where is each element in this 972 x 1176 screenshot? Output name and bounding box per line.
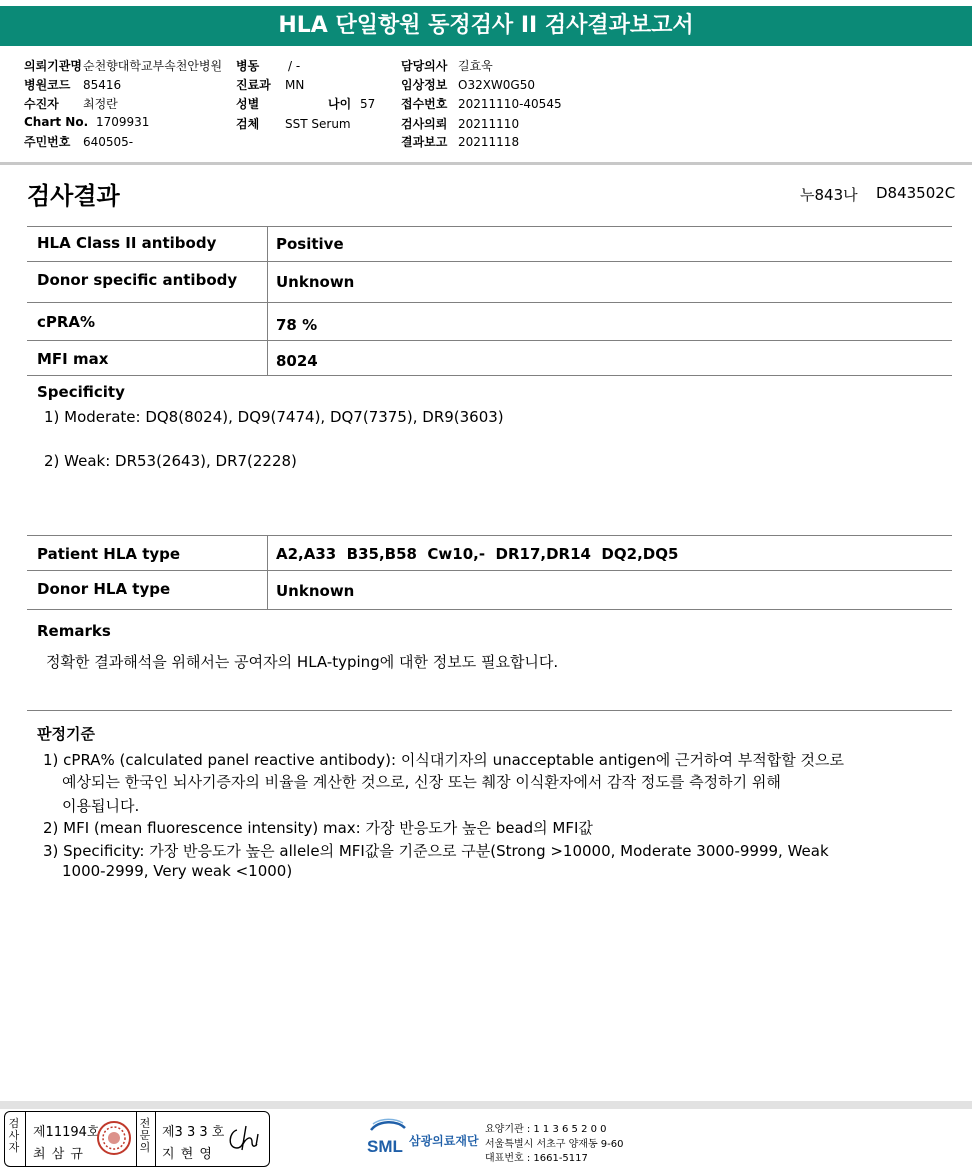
org-name: 삼광의료재단: [409, 1134, 479, 1148]
hdr-receipt-no: 접수번호 20211110-40545: [401, 97, 562, 111]
patient-hla-label: Patient HLA type: [37, 545, 181, 563]
hdr-department: 진료과 MN: [236, 78, 305, 92]
result-title: 검사결과: [27, 182, 120, 210]
criteria-line-3b: 1000-2999, Very weak <1000): [62, 862, 293, 880]
org-line-2: 서울특별시 서초구 양재동 9-60: [485, 1139, 624, 1150]
hdr-specimen: 검체 SST Serum: [236, 117, 351, 131]
hdr-request-date: 검사의뢰 20211110: [401, 117, 520, 131]
inspector-name: 최 삼 규: [33, 1147, 84, 1162]
hdr-sex: 성별: [236, 97, 260, 111]
hdr-ward: 병동 / -: [236, 59, 301, 73]
specificity-title: Specificity: [37, 383, 125, 401]
row-label-dsa: Donor specific antibody: [37, 271, 238, 289]
hdr-requester: 의뢰기관명순천향대학교부속천안병원: [24, 59, 223, 73]
hdr-resident-no: 주민번호 640505-: [24, 135, 134, 149]
hdr-clinical-info: 임상정보 O32XW0G50: [401, 78, 536, 92]
signature-box: [4, 1111, 270, 1167]
row-label-mfi: MFI max: [37, 350, 109, 368]
row-value-dsa: Unknown: [276, 273, 355, 291]
criteria-line-1c: 이용됩니다.: [62, 797, 140, 815]
donor-hla-label: Donor HLA type: [37, 580, 171, 598]
sml-logo-icon: [365, 1118, 409, 1160]
patient-hla-value: A2,A33 B35,B58 Cw10,- DR17,DR14 DQ2,DQ5: [276, 545, 679, 563]
specialist-name: 지 현 영: [162, 1147, 213, 1162]
specialist-label: 전 문 의: [139, 1117, 151, 1154]
hdr-age: 나이 57: [328, 97, 376, 111]
logo-text: SML: [367, 1137, 403, 1156]
org-line-3: 대표번호 : 1661-5117: [485, 1153, 588, 1164]
criteria-line-1: 1) cPRA% (calculated panel reactive antibody): 이식대기자의 unacceptable antigen에 근거하여 부적합할 것으로: [43, 751, 844, 769]
donor-hla-value: Unknown: [276, 582, 355, 600]
inspector-license: 제11194호: [33, 1125, 100, 1140]
seal-stamp: [96, 1120, 132, 1156]
hdr-report-date: 결과보고 20211118: [401, 135, 520, 149]
signature: [225, 1122, 265, 1156]
specificity-line-2: 2) Weak: DR53(2643), DR7(2228): [44, 452, 297, 470]
criteria-line-3: 3) Specificity: 가장 반응도가 높은 allele의 MFI값을 기준으로 구분(Strong >10000, Moderate 3000-9999, Weak: [43, 842, 829, 860]
row-value-class2: Positive: [276, 235, 344, 253]
specificity-line-1: 1) Moderate: DQ8(8024), DQ9(7474), DQ7(7375), DR9(3603): [44, 408, 504, 426]
report-code-1: 누843나: [800, 186, 858, 204]
hdr-doctor: 담당의사 길효욱: [401, 59, 493, 73]
footer-divider: [0, 1101, 972, 1109]
header-divider: [0, 162, 972, 165]
criteria-line-2: 2) MFI (mean fluorescence intensity) max: 가장 반응도가 높은 bead의 MFI값: [43, 819, 593, 837]
remarks-title: Remarks: [37, 622, 111, 640]
row-value-cpra: 78 %: [276, 316, 318, 334]
row-label-class2: HLA Class II antibody: [37, 234, 217, 252]
hdr-chart-no: Chart No. 1709931: [24, 115, 150, 129]
hdr-patient: 수진자 최정란: [24, 97, 118, 111]
report-code-2: D843502C: [876, 184, 956, 202]
org-line-1: 요양기관 : 1 1 3 6 5 2 0 0: [485, 1124, 607, 1135]
criteria-title: 판정기준: [37, 725, 95, 743]
specialist-license: 제3 3 3 호: [162, 1125, 225, 1140]
row-label-cpra: cPRA%: [37, 313, 96, 331]
report-title: HLA 단일항원 동정검사 II 검사결과보고서: [0, 6, 972, 46]
hdr-hospital-code: 병원코드 85416: [24, 78, 122, 92]
row-value-mfi: 8024: [276, 352, 318, 370]
remarks-text: 정확한 결과해석을 위해서는 공여자의 HLA-typing에 대한 정보도 필요합니다.: [46, 653, 559, 671]
inspector-label: 검 사 자: [8, 1117, 20, 1154]
criteria-line-1b: 예상되는 한국인 뇌사기증자의 비율을 계산한 것으로, 신장 또는 췌장 이식환자에서 감작 정도를 측정하기 위해: [62, 773, 781, 791]
